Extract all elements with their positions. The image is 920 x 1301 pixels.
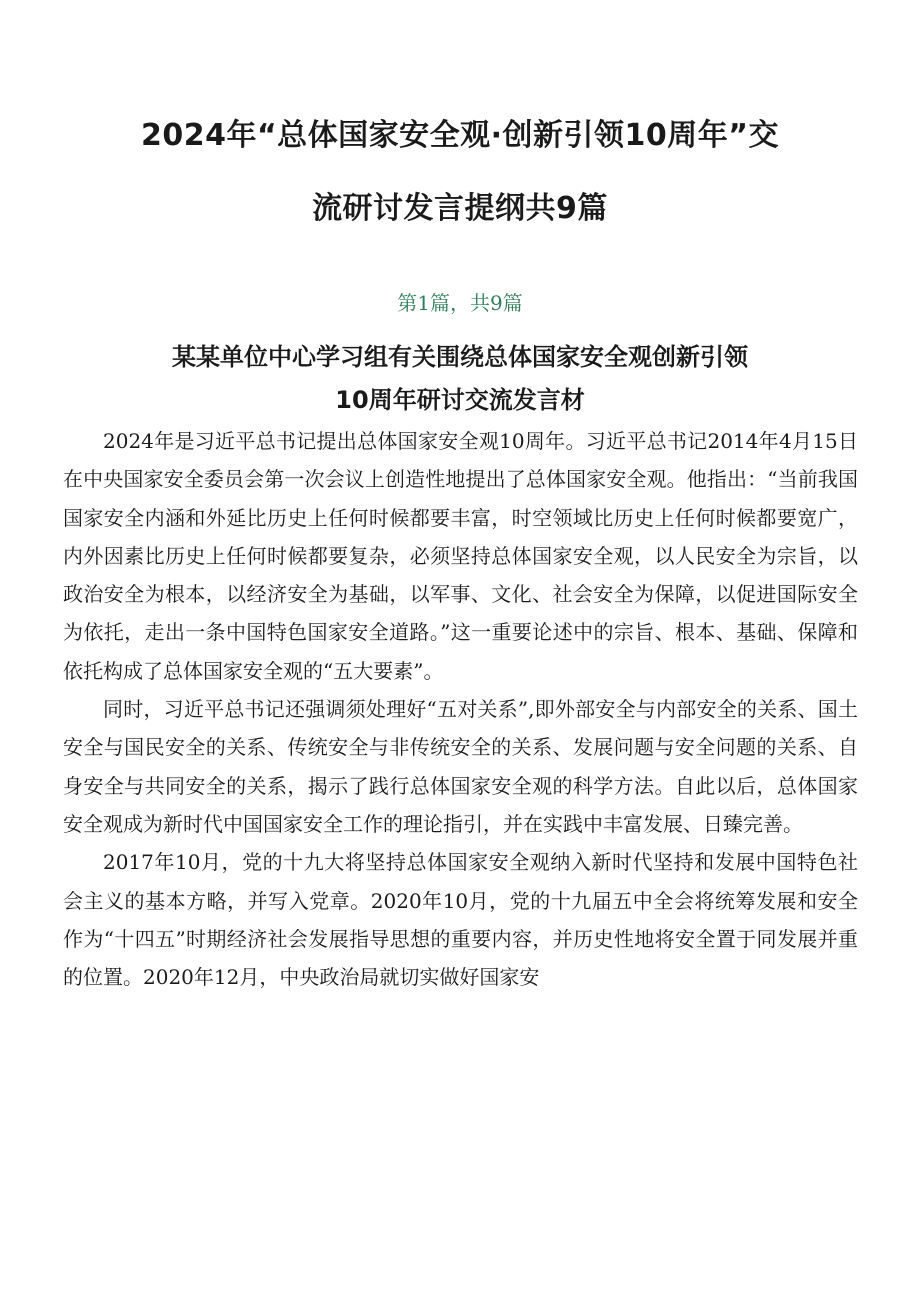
body-paragraph-2: 同时，习近平总书记还强调须处理好“五对关系”,即外部安全与内部安全的关系、国土安全与国民安全的关系、传统安全与非传统安全的关系、发展问题与安全问题的关系、自身安全与共同安全的关系，揭示了践行总体国家安全观的科学方法。自此以后，总体国家安全观成为新时代中国国家安全工作的理论指引，并在实践中丰富发展、日臻完善。 [63, 697, 858, 836]
part-label: 第1篇，共9篇 [397, 291, 523, 315]
document-title-line-1: 2024年“总体国家安全观·创新引领10周年”交 [140, 118, 780, 153]
document-title-line-2: 流研讨发言提纲共9篇 [312, 191, 608, 226]
article-title-line-1: 某某单位中心学习组有关围绕总体国家安全观创新引领 [172, 343, 748, 371]
body-paragraph-1: 2024年是习近平总书记提出总体国家安全观10周年。习近平总书记2014年4月15日在中央国家安全委员会第一次会议上创造性地提出了总体国家安全观。他指出：“当前我国国家安全内涵和外延比历史上任何时候都要丰富，时空领域比历史上任何时候都要宽广，内外因素比历史上任何时候都要复杂，必须坚持总体国家安全观，以人民安全为宗旨，以政治安全为根本，以经济安全为基础，以军事、文化、社会安全为保障，以促进国际安全为依托，走出一条中国特色国家安全道路。”这一重要论述中的宗旨、根本、基础、保障和依托构成了总体国家安全观的“五大要素”。 [63, 429, 858, 683]
article-title-line-2: 10周年研讨交流发言材 [335, 386, 585, 414]
article-body [63, 422, 858, 996]
body-paragraph-3: 2017年10月，党的十九大将坚持总体国家安全观纳入新时代坚持和发展中国特色社会主义的基本方略，并写入党章。2020年10月，党的十九届五中全会将统筹发展和安全作为“十四五”时期经济社会发展指导思想的重要内容，并历史性地将安全置于同发展并重的位置。2020年12月，中央政治局就切实做好国家安 [63, 850, 858, 990]
